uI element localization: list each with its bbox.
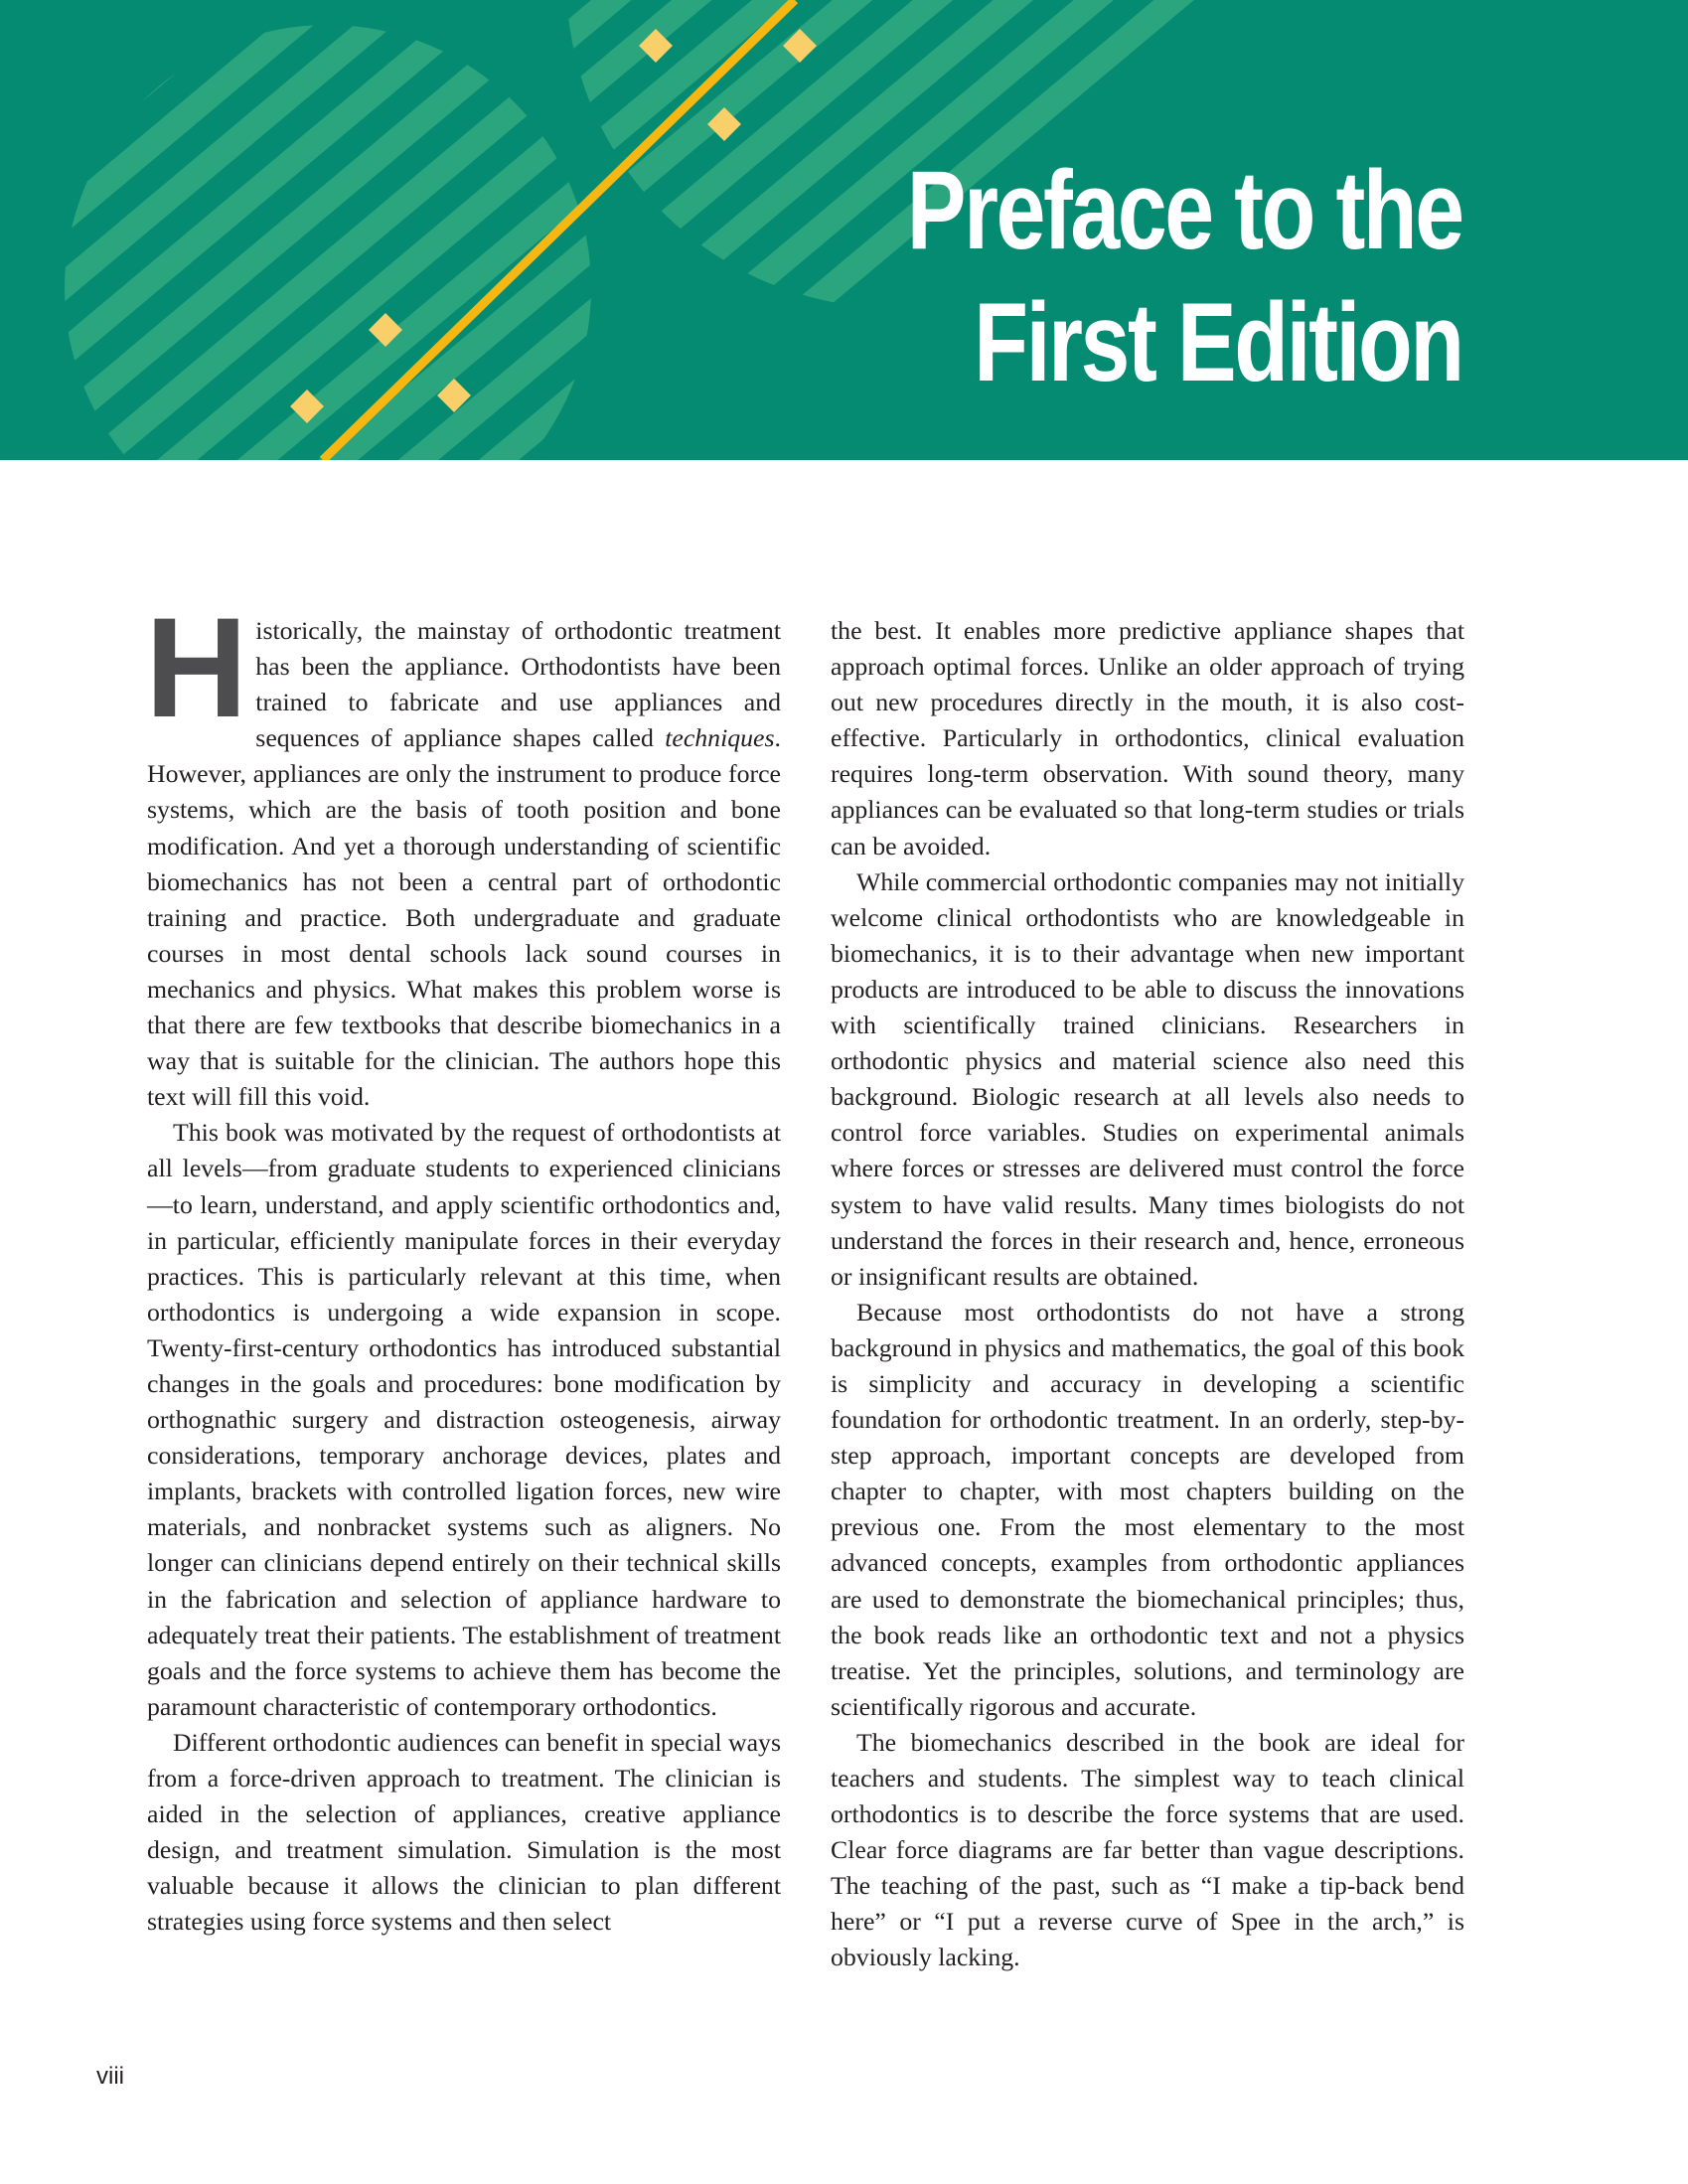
paragraph-1-end: . However, appliances are only the instrument to produce force systems, which are the basis of tooth position and bone modification. And yet a thorough understanding of scientific biomechanics has not been a central part of orthodontic training and practice. Both undergraduate and graduate courses in most dental schools lack sound courses in mechanics and physics. What makes this problem worse is that there are few textbooks that describe biomechanics in a way that is suitable for the clinician. The authors hope this text will fill this void. (147, 723, 781, 1112)
drop-cap: H (145, 589, 248, 747)
page-number: viii (96, 2063, 124, 2090)
paragraph-3: Different orthodontic audiences can benefit in special ways from a force-driven approach to treatment. The clinician is aided in the selection of appliances, creative appliance design, and treatment simulation. Simulation is the most valuable because it allows the clinician to plan different strategies using force systems and then select (147, 1727, 781, 1937)
italic-term: techniques (665, 723, 775, 753)
right-column (831, 613, 1464, 1976)
title-line-1: Preface to the (907, 148, 1462, 272)
header-banner (0, 0, 1688, 460)
page-title (907, 144, 1462, 408)
paragraph-2: This book was motivated by the request of orthodontists at all levels—from graduate students to experienced clinicians—to learn, understand, and apply scientific orthodontics and, in particular, efficiently manipulate forces in their everyday practices. This is particularly relevant at this time, when orthodontics is undergoing a wide expansion in scope. Twenty-first-century orthodontics has introduced substantial changes in the goals and procedures: bone modification by orthognathic surgery and distraction osteogenesis, airway considerations, temporary anchorage devices, plates and implants, brackets with controlled ligation forces, new wire materials, and nonbracket systems such as aligners. No longer can clinicians depend entirely on their technical skills in the fabrication and selection of appliance hardware to adequately treat their patients. The establishment of treatment goals and the force systems to achieve them has become the paramount characteristic of contemporary orthodontics. (147, 1118, 781, 1721)
paragraph-6: The biomechanics described in the book are ideal for teachers and students. The simplest way to teach clinical orthodontics is to describe the force systems that are used. Clear force diagrams are far better than vague descriptions. The teaching of the past, such as “I make a tip-back bend here” or “I put a reverse curve of Spee in the arch,” is obviously lacking. (831, 1727, 1464, 1972)
paragraph-1 (145, 589, 781, 1115)
paragraph-5: Because most orthodontists do not have a strong background in physics and mathematics, the goal of this book is simplicity and accuracy in developing a scientific foundation for orthodontic treatment. In an orderly, step-by-step approach, important concepts are developed from chapter to chapter, with most chapters building on the previous one. From the most elementary to the most advanced concepts, examples from orthodontic appliances are used to demonstrate the biomechanical principles; thus, the book reads like an orthodontic text and not a physics treatise. Yet the principles, solutions, and terminology are scientifically rigorous and accurate. (831, 1297, 1464, 1721)
paragraph-3-continued: the best. It enables more predictive appliance shapes that approach optimal forces. Unlike an older approach of trying out new procedures directly in the mouth, it is also cost-effective. Particularly in orthodontics, clinical evaluation requires long-term observation. With sound theory, many appliances can be evaluated so that long-term studies or trials can be avoided. (831, 616, 1464, 860)
paragraph-1-text: istorically, the mainstay of orthodontic treatment has been the appliance. Orthodontists have been trained to fabricate and use appliances and sequences of appliance shapes called (255, 616, 781, 753)
title-line-2: First Edition (974, 280, 1462, 404)
paragraph-4: While commercial orthodontic companies may not initially welcome clinical orthodontists who are knowledgeable in biomechanics, it is to their advantage when new important products are introduced to be able to discuss the innovations with scientifically trained clinicians. Researchers in orthodontic physics and material science also need this background. Biologic research at all levels also needs to control force variables. Studies on experimental animals where forces or stresses are delivered must control the force system to have valid results. Many times biologists do not understand the forces in their research and, hence, erroneous or insignificant results are obtained. (831, 866, 1464, 1291)
left-column (145, 589, 781, 1940)
